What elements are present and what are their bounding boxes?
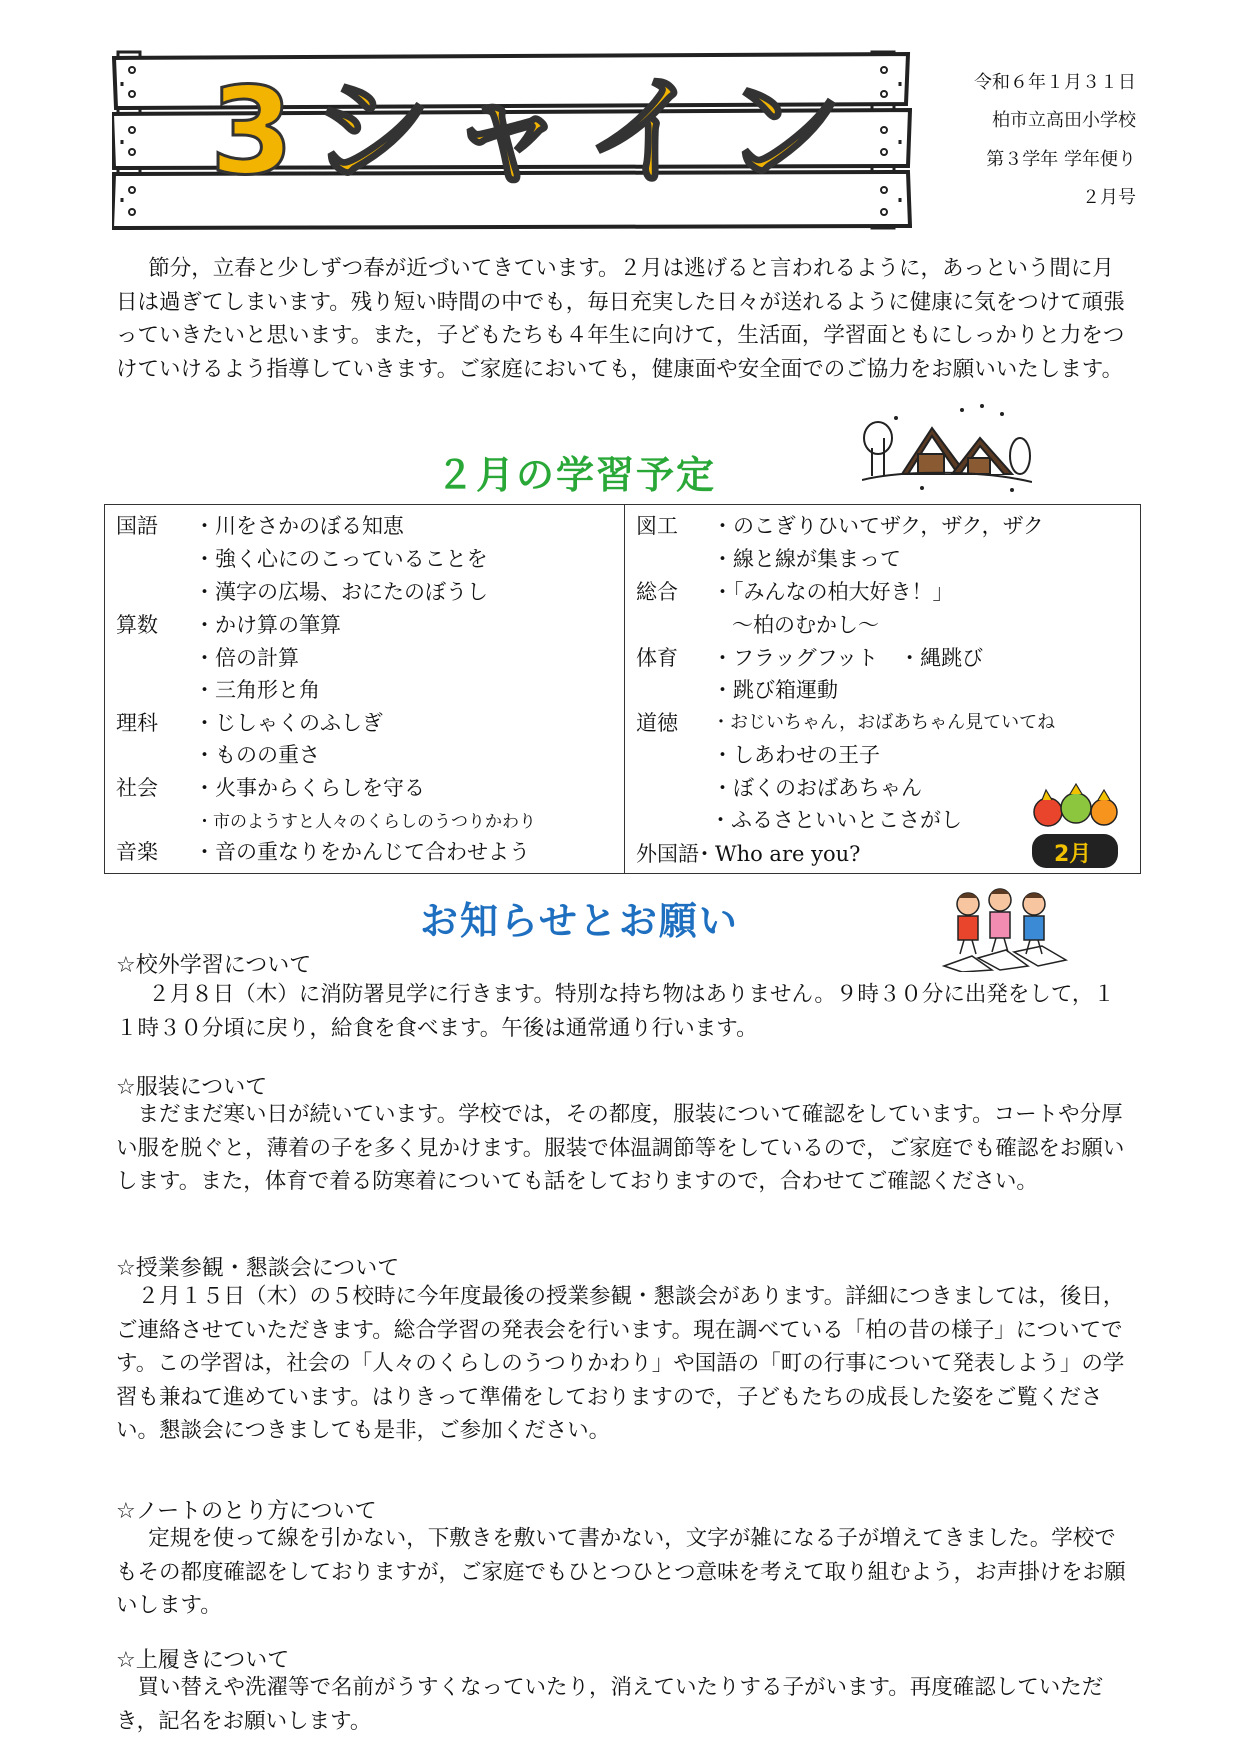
schedule-title: ２月の学習予定 xyxy=(436,453,717,497)
notice-text: 買い替えや洗濯等で名前がうすくなっていたり，消えていたりする子がいます。再度確認していただき，記名をお願いします。 xyxy=(116,1675,1104,1734)
notices-title: お知らせとお願い xyxy=(420,899,739,943)
badge-label: 2月 xyxy=(1054,842,1092,867)
issue-date: 令和６年１月３１日 xyxy=(974,72,1136,93)
schedule-divider xyxy=(624,504,625,874)
intro-paragraph: 節分，立春と少しずつ春が近づいてきています。２月は逃げると言われるように，あっという間に月日は過ぎてしまいます。残り短い時間の中でも，毎日充実した日々が送れるように健康に気をつけて頑張っていきたいと思います。また，子どもたちも４年生に向けて，生活面，学習面ともにしっかりと力をつけていけるよう指導していきます。ご家庭においても，健康面や安全面でのご協力をお願いいたします。 xyxy=(116,256,1125,382)
newsletter-title: 3シャイン xyxy=(210,63,862,202)
notice-text: ２月１５日（木）の５校時に今年度最後の授業参観・懇談会があります。詳細につきましては，後日，ご連絡させていただきます。総合学習の発表会を行います。現在調べている「柏の昔の様子」についてです。この学習は，社会の「人々のくらしのうつりかわり」や国語の「町の行事について発表しよう」の学習も兼ねて進めています。はりきって準備をしておりますので，子どもたちの成長した姿をご覧ください。懇談会につきましても是非，ご参加ください。 xyxy=(116,1284,1125,1443)
notice-text: まだまだ寒い日が続いています。学校では，その都度，服装について確認をしています。コートや分厚い服を脱ぐと，薄着の子を多く見かけます。服装で体温調節等をしているので，ご家庭でも確認をお願いします。また，体育で着る防寒着についても話をしておりますので，合わせてご確認ください。 xyxy=(116,1102,1125,1194)
notice-heading: ☆校外学習について xyxy=(116,953,312,978)
newsletter-type: 第３学年 学年便り xyxy=(986,149,1136,170)
notice-text: 定規を使って線を引かない，下敷きを敷いて書かない，文字が雑になる子が増えてきました。学校でもその都度確認をしておりますが，ご家庭でもひとつひとつ意味を考えて取り組むよう，お声掛けをお願いします。 xyxy=(116,1526,1126,1618)
children-crosswalk-illustration xyxy=(942,886,1070,972)
notice-heading: ☆服装について xyxy=(116,1075,268,1100)
february-mascot-illustration xyxy=(1024,782,1124,874)
issue-month: ２月号 xyxy=(1082,187,1136,208)
notice-text: ２月８日（木）に消防署見学に行きます。特別な持ち物はありません。９時３０分に出発をして，１１時３０分頃に戻り，給食を食べます。午後は通常通り行います。 xyxy=(116,982,1115,1041)
notice-heading: ☆ノートのとり方について xyxy=(116,1499,377,1524)
notice-heading: ☆上履きについて xyxy=(116,1648,290,1673)
school-name: 柏市立高田小学校 xyxy=(992,110,1136,131)
snow-house-illustration xyxy=(862,398,1032,494)
notice-heading: ☆授業参観・懇談会について xyxy=(116,1256,400,1281)
